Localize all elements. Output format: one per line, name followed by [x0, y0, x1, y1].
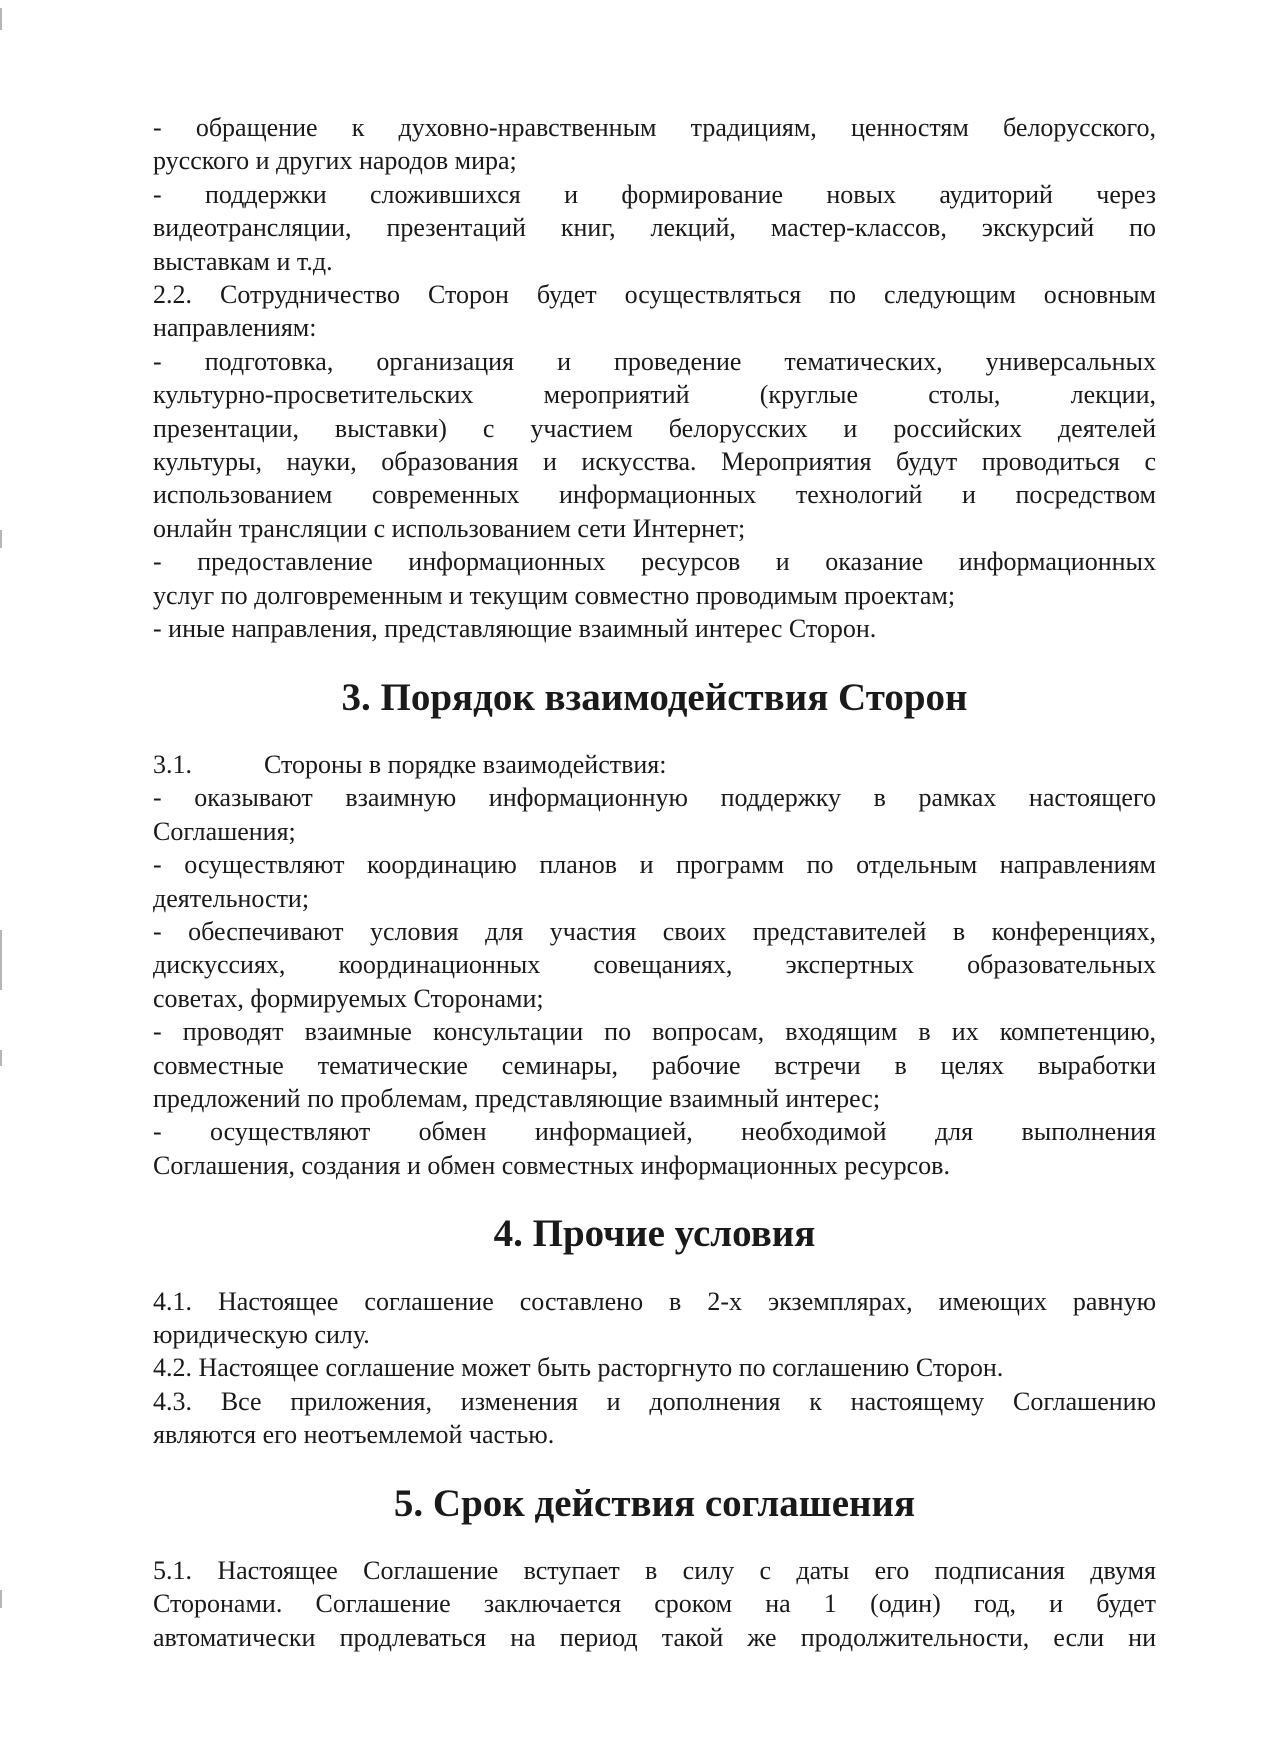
section-3-intro	[153, 748, 1156, 781]
text-line: Сторонами. Соглашение заключается сроком на 1 (один) год, и будет	[153, 1589, 1156, 1619]
text-line: - поддержки сложившихся и формирование новых аудиторий через	[153, 179, 1156, 209]
text-line: советах, формируемых Сторонами;	[153, 983, 544, 1013]
section-5-body	[153, 1554, 1156, 1654]
text-line: являются его неотъемлемой частью.	[153, 1420, 555, 1450]
text-line: русского и других народов мира;	[153, 146, 517, 176]
text-line: 4.2. Настоящее соглашение может быть расторгнуто по соглашению Сторон.	[153, 1353, 1004, 1383]
section-2-body	[153, 111, 1156, 646]
text-line: 4.3. Все приложения, изменения и дополнения к настоящему Соглашению	[153, 1386, 1156, 1416]
text-line: - обращение к духовно-нравственным традициям, ценностям белорусского,	[153, 113, 1156, 142]
section-3-body	[153, 781, 1156, 1182]
text-line: культурно-просветительских мероприятий (круглые столы, лекции,	[153, 380, 1156, 410]
clause-number: 3.1.	[153, 749, 192, 779]
text-line: - проводят взаимные консультации по вопросам, входящим в их компетенцию,	[153, 1017, 1156, 1047]
text-line: 2.2. Сотрудничество Сторон будет осуществляться по следующим основным	[153, 280, 1156, 310]
text-line: - осуществляют координацию планов и программ по отдельным направлениям	[153, 850, 1156, 880]
clause-text: Стороны в порядке взаимодействия:	[264, 749, 667, 779]
scan-edge-mark	[0, 1590, 2, 1608]
text-line: - подготовка, организация и проведение тематических, универсальных	[153, 346, 1156, 376]
text-line: - оказывают взаимную информационную поддержку в рамках настоящего	[153, 783, 1156, 813]
text-line: 4.1. Настоящее соглашение составлено в 2-х экземплярах, имеющих равную	[153, 1286, 1156, 1316]
text-line: видеотрансляции, презентаций книг, лекций, мастер-классов, экскурсий по	[153, 213, 1156, 243]
text-line: использованием современных информационных технологий и посредством	[153, 480, 1156, 510]
text-line: презентации, выставки) с участием белорусских и российских деятелей	[153, 413, 1156, 443]
text-line: автоматически продлеваться на период такой же продолжительности, если ни	[153, 1622, 1156, 1652]
text-line: предложений по проблемам, представляющие взаимный интерес;	[153, 1083, 881, 1113]
text-line: 5.1. Настоящее Соглашение вступает в силу с даты его подписания двумя	[153, 1556, 1156, 1586]
text-line: культуры, науки, образования и искусства. Мероприятия будут проводиться с	[153, 447, 1156, 477]
text-line: Соглашения;	[153, 816, 296, 846]
text-line: - осуществляют обмен информацией, необходимой для выполнения	[153, 1117, 1156, 1147]
scan-edge-mark	[0, 930, 2, 990]
scan-edge-mark	[0, 530, 2, 548]
text-line: деятельности;	[153, 883, 310, 913]
text-line: выставкам и т.д.	[153, 246, 333, 276]
document-page	[153, 111, 1156, 1654]
text-line: юридическую силу.	[153, 1320, 370, 1349]
text-line: услуг по долговременным и текущим совместно проводимым проектам;	[153, 580, 956, 610]
text-line: совместные тематические семинары, рабочие встречи в целях выработки	[153, 1050, 1156, 1080]
text-line: дискуссиях, координационных совещаниях, экспертных образовательных	[153, 950, 1156, 980]
section-4-heading: 4. Прочие условия	[493, 1212, 816, 1256]
text-line: направлениям:	[153, 313, 317, 343]
text-line: онлайн трансляции с использованием сети Интернет;	[153, 513, 746, 543]
section-5-heading: 5. Срок действия соглашения	[393, 1481, 916, 1525]
text-line: - иные направления, представляющие взаимный интерес Сторон.	[153, 614, 877, 644]
text-line: Соглашения, создания и обмен совместных информационных ресурсов.	[153, 1150, 950, 1180]
section-4-body	[153, 1285, 1156, 1452]
scan-edge-mark	[0, 8, 2, 30]
text-line: - предоставление информационных ресурсов и оказание информационных	[153, 547, 1156, 577]
section-3-heading: 3. Порядок взаимодействия Сторон	[341, 675, 968, 719]
text-line: - обеспечивают условия для участия своих представителей в конференциях,	[153, 916, 1156, 946]
scan-edge-mark	[0, 1050, 2, 1066]
